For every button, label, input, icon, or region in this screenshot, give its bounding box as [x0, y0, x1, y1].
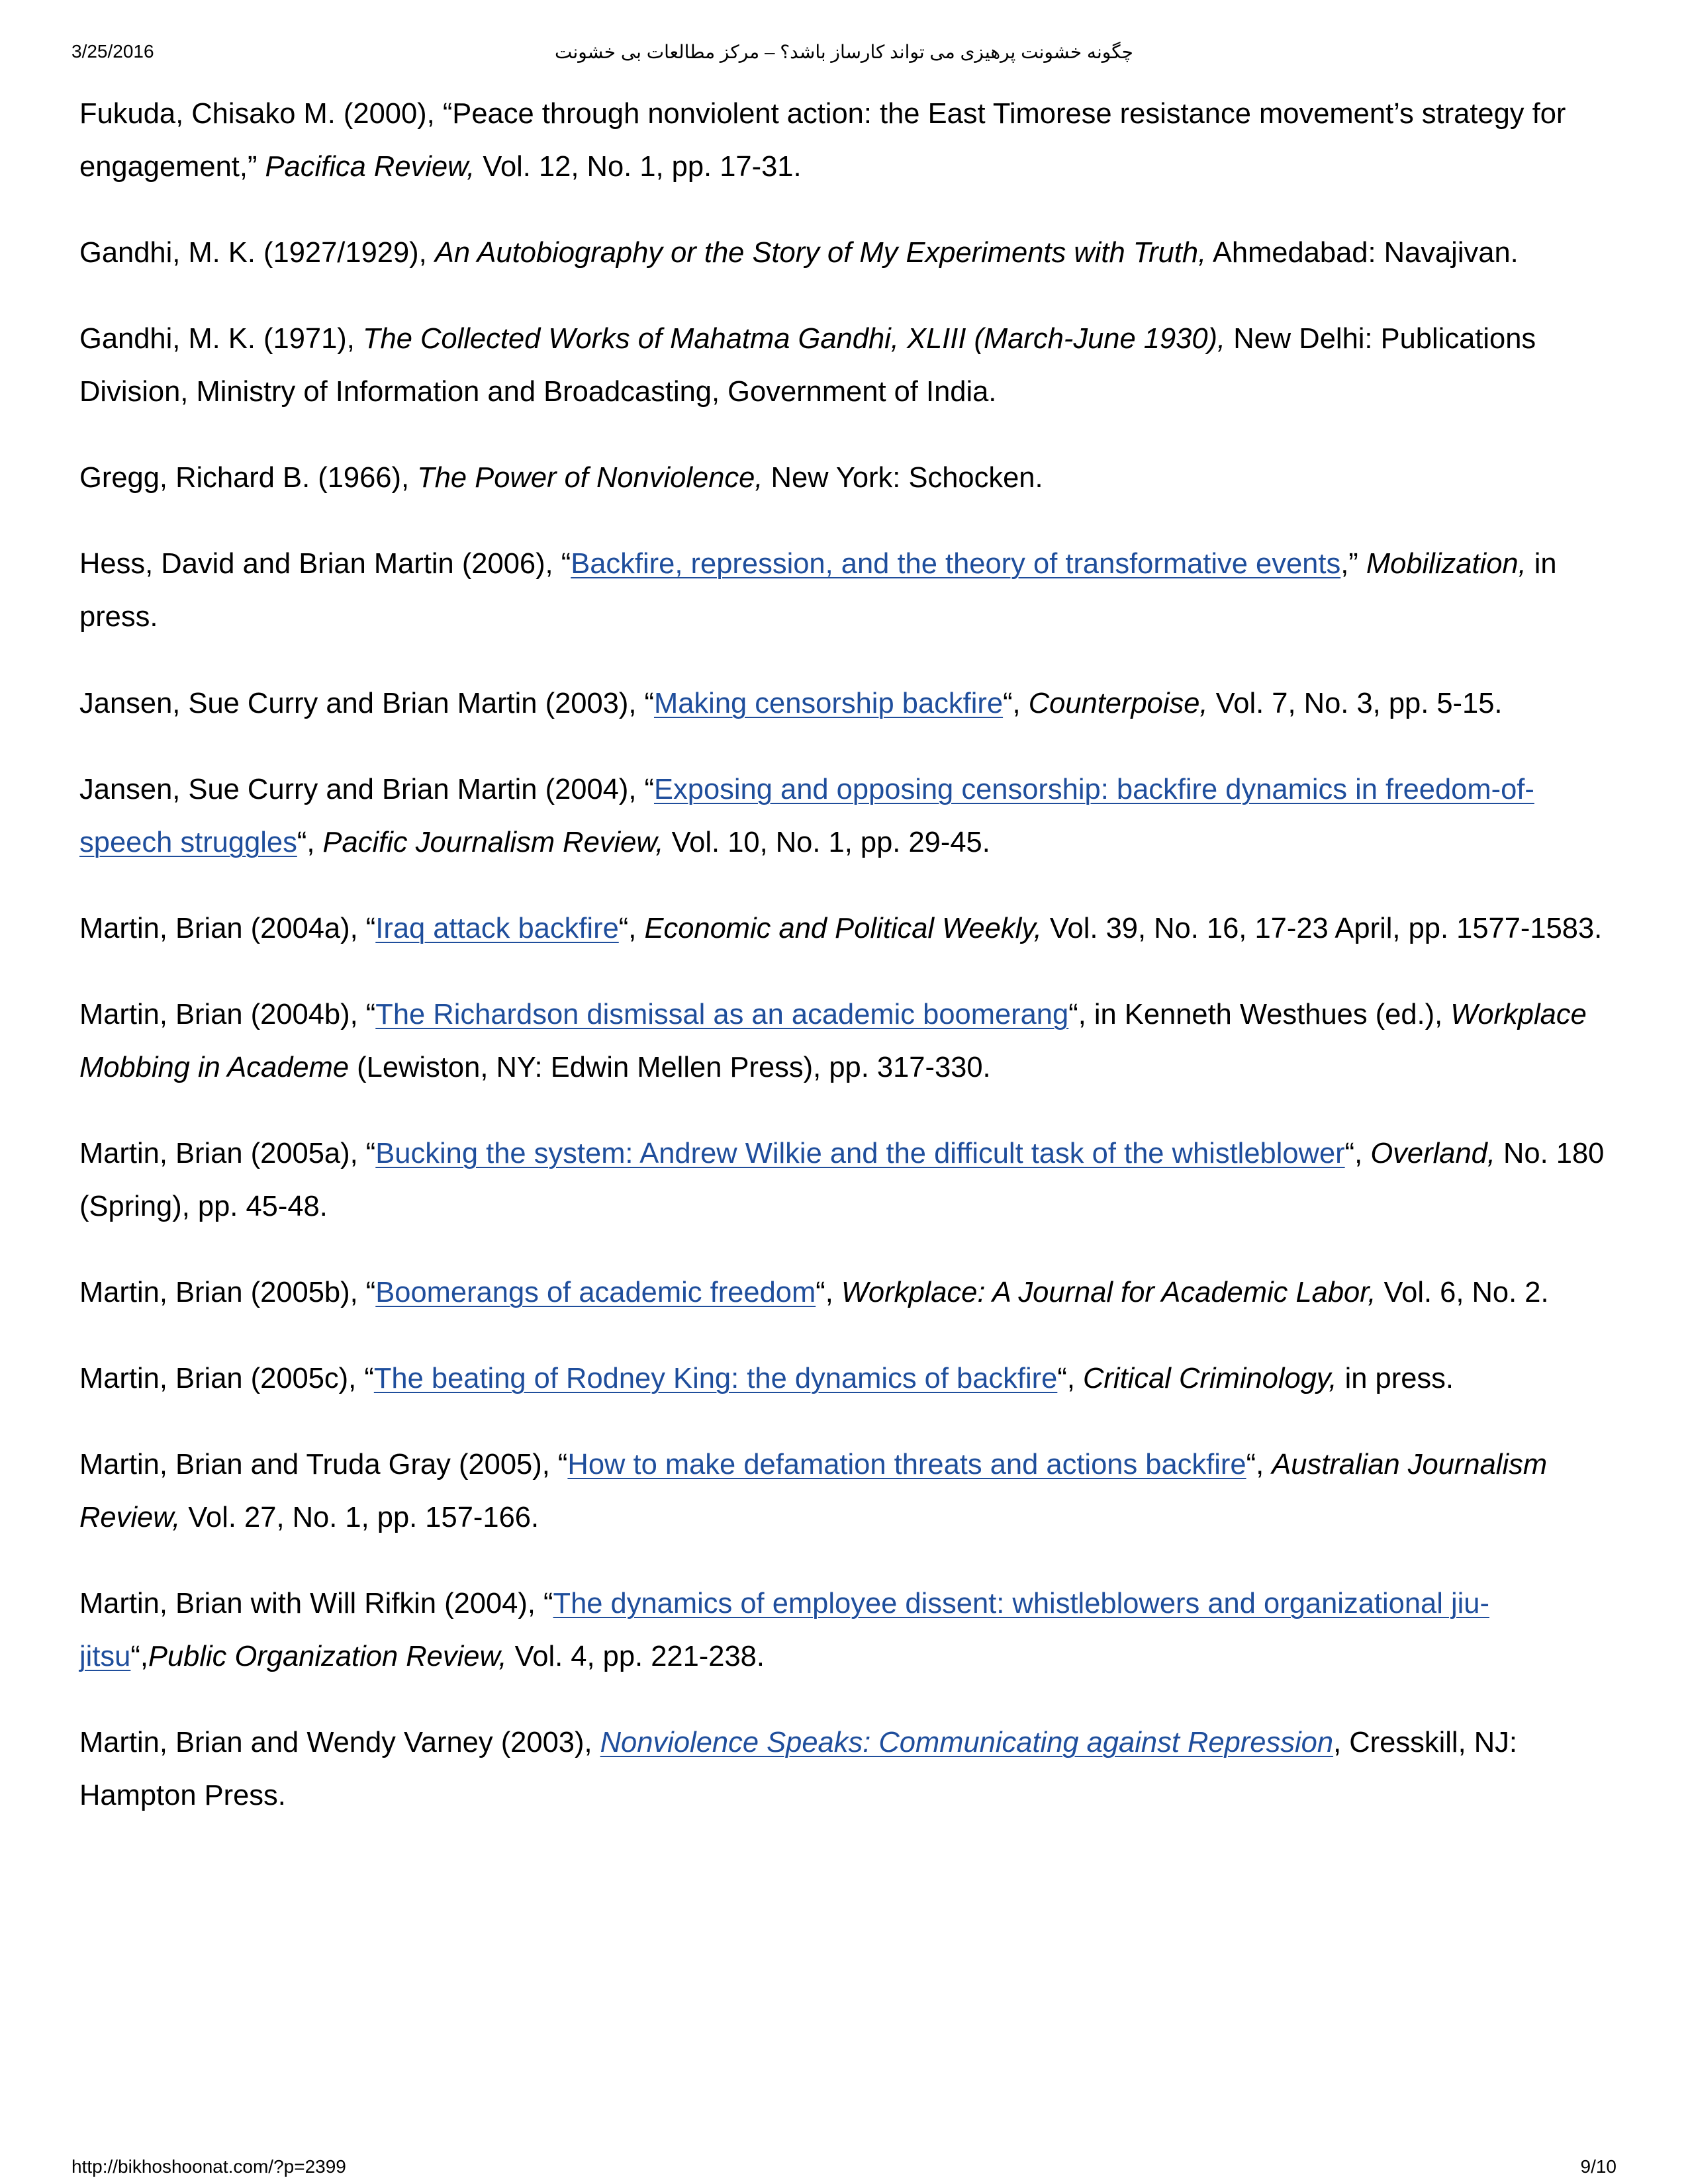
reference-journal: Workplace: A Journal for Academic Labor,	[841, 1277, 1376, 1308]
reference-text: Gandhi, M. K. (1927/1929),	[79, 237, 435, 269]
page-number: 9/10	[1580, 2156, 1617, 2177]
reference-text: “,	[1057, 1363, 1084, 1394]
reference-text: in press.	[1336, 1363, 1454, 1394]
reference-item	[79, 87, 1622, 193]
reference-text: Gregg, Richard B. (1966),	[79, 462, 418, 494]
reference-text: Martin, Brian (2004b), “	[79, 999, 376, 1030]
reference-text: (Lewiston, NY: Edwin Mellen Press), pp. 317-330.	[349, 1052, 991, 1083]
reference-text: Vol. 12, No. 1, pp. 17-31.	[475, 151, 802, 183]
reference-text: Vol. 10, No. 1, pp. 29-45.	[663, 827, 990, 858]
reference-link[interactable]: Bucking the system: Andrew Wilkie and the difficult task of the whistleblower	[375, 1138, 1345, 1169]
reference-text: Vol. 39, No. 16, 17-23 April, pp. 1577-1583.	[1041, 913, 1603, 944]
reference-journal: Pacifica Review,	[265, 151, 475, 183]
reference-text: No. 180 (Spring), pp. 45-48.	[79, 1138, 1605, 1222]
reference-text: “,	[1246, 1449, 1272, 1480]
reference-book-title: The Collected Works of Mahatma Gandhi, XLIII (March-June 1930),	[362, 323, 1226, 355]
reference-journal: Mobilization,	[1366, 548, 1526, 580]
reference-item	[79, 1352, 1622, 1405]
reference-item	[79, 1716, 1622, 1822]
reference-text: “, in Kenneth Westhues (ed.),	[1068, 999, 1451, 1030]
reference-link[interactable]: Backfire, repression, and the theory of transformative events	[571, 548, 1341, 580]
page-footer	[71, 2156, 1617, 2183]
header-title: چگونه خشونت پرهیزی می تواند کارساز باشد؟ – مرکز مطالعات بی خشونت	[555, 42, 1133, 62]
reference-item	[79, 312, 1622, 418]
reference-link[interactable]: How to make defamation threats and actions backfire	[567, 1449, 1246, 1480]
reference-text: Vol. 4, pp. 221-238.	[506, 1641, 765, 1672]
reference-journal: Economic and Political Weekly,	[644, 913, 1042, 944]
reference-item	[79, 988, 1622, 1094]
reference-item	[79, 1266, 1622, 1319]
reference-book-title: Workplace Mobbing in Academe	[79, 999, 1587, 1083]
reference-text: Vol. 7, No. 3, pp. 5-15.	[1207, 688, 1503, 719]
reference-text: New Delhi: Publications Division, Ministry of Information and Broadcasting, Government of India.	[79, 323, 1536, 408]
reference-text: “,	[816, 1277, 841, 1308]
reference-text: Martin, Brian (2005c), “	[79, 1363, 374, 1394]
reference-text: “,	[1003, 688, 1029, 719]
reference-text: Fukuda, Chisako M. (2000), “Peace through nonviolent action: the East Timorese resistance movement’s strategy for engagement,”	[79, 98, 1566, 183]
reference-link[interactable]: Nonviolence Speaks: Communicating against Repression	[600, 1727, 1334, 1758]
reference-journal: Counterpoise,	[1028, 688, 1208, 719]
reference-list	[79, 87, 1622, 1855]
reference-item	[79, 1438, 1622, 1544]
reference-item	[79, 226, 1622, 279]
reference-book-title: The Power of Nonviolence,	[417, 462, 763, 494]
reference-link[interactable]: Iraq attack backfire	[375, 913, 619, 944]
reference-journal: Pacific Journalism Review,	[322, 827, 664, 858]
reference-text: Martin, Brian (2005a), “	[79, 1138, 376, 1169]
reference-text: Jansen, Sue Curry and Brian Martin (2004), “	[79, 774, 654, 805]
reference-link[interactable]: Making censorship backfire	[653, 688, 1004, 719]
reference-link[interactable]: The dynamics of employee dissent: whistleblowers and organizational jiu-jitsu	[79, 1588, 1489, 1672]
reference-text: Gandhi, M. K. (1971),	[79, 323, 363, 355]
page-header	[71, 41, 1617, 70]
reference-text: “,	[297, 827, 323, 858]
reference-text: Jansen, Sue Curry and Brian Martin (2003), “	[79, 688, 654, 719]
reference-journal: Critical Criminology,	[1083, 1363, 1337, 1394]
reference-journal: Australian Journalism Review,	[79, 1449, 1548, 1533]
reference-text: in press.	[79, 548, 1557, 633]
reference-text: Martin, Brian (2004a), “	[79, 913, 376, 944]
reference-text: Martin, Brian with Will Rifkin (2004), “	[79, 1588, 553, 1619]
reference-text: Ahmedabad: Navajivan.	[1206, 237, 1519, 269]
reference-item	[79, 1127, 1622, 1233]
reference-text: Martin, Brian (2005b), “	[79, 1277, 376, 1308]
reference-text: Hess, David and Brian Martin (2006), “	[79, 548, 571, 580]
reference-journal: Public Organization Review,	[148, 1641, 507, 1672]
reference-item	[79, 902, 1622, 955]
reference-book-title: An Autobiography or the Story of My Experiments with Truth,	[434, 237, 1207, 269]
reference-link[interactable]: Boomerangs of academic freedom	[375, 1277, 816, 1308]
reference-text: “,	[1344, 1138, 1371, 1169]
reference-text: “,	[130, 1641, 148, 1672]
reference-link[interactable]: The beating of Rodney King: the dynamics of backfire	[373, 1363, 1058, 1394]
reference-text: Martin, Brian and Truda Gray (2005), “	[79, 1449, 568, 1480]
reference-item	[79, 451, 1622, 504]
reference-item	[79, 1577, 1622, 1683]
reference-text: Martin, Brian and Wendy Varney (2003),	[79, 1727, 600, 1758]
reference-link[interactable]: Exposing and opposing censorship: backfire dynamics in freedom-of-speech struggles	[79, 774, 1534, 858]
reference-link[interactable]: The Richardson dismissal as an academic boomerang	[375, 999, 1069, 1030]
footer-url: http://bikhoshoonat.com/?p=2399	[71, 2156, 346, 2177]
reference-text: , Cresskill, NJ: Hampton Press.	[79, 1727, 1517, 1811]
reference-text: “,	[618, 913, 645, 944]
header-date: 3/25/2016	[71, 41, 154, 62]
reference-text: Vol. 27, No. 1, pp. 157-166.	[180, 1502, 539, 1533]
reference-item	[79, 763, 1622, 869]
reference-text: Vol. 6, No. 2.	[1376, 1277, 1549, 1308]
reference-journal: Overland,	[1370, 1138, 1495, 1169]
reference-text: ,”	[1340, 548, 1366, 580]
reference-item	[79, 677, 1622, 730]
reference-item	[79, 537, 1622, 643]
reference-text: New York: Schocken.	[763, 462, 1043, 494]
